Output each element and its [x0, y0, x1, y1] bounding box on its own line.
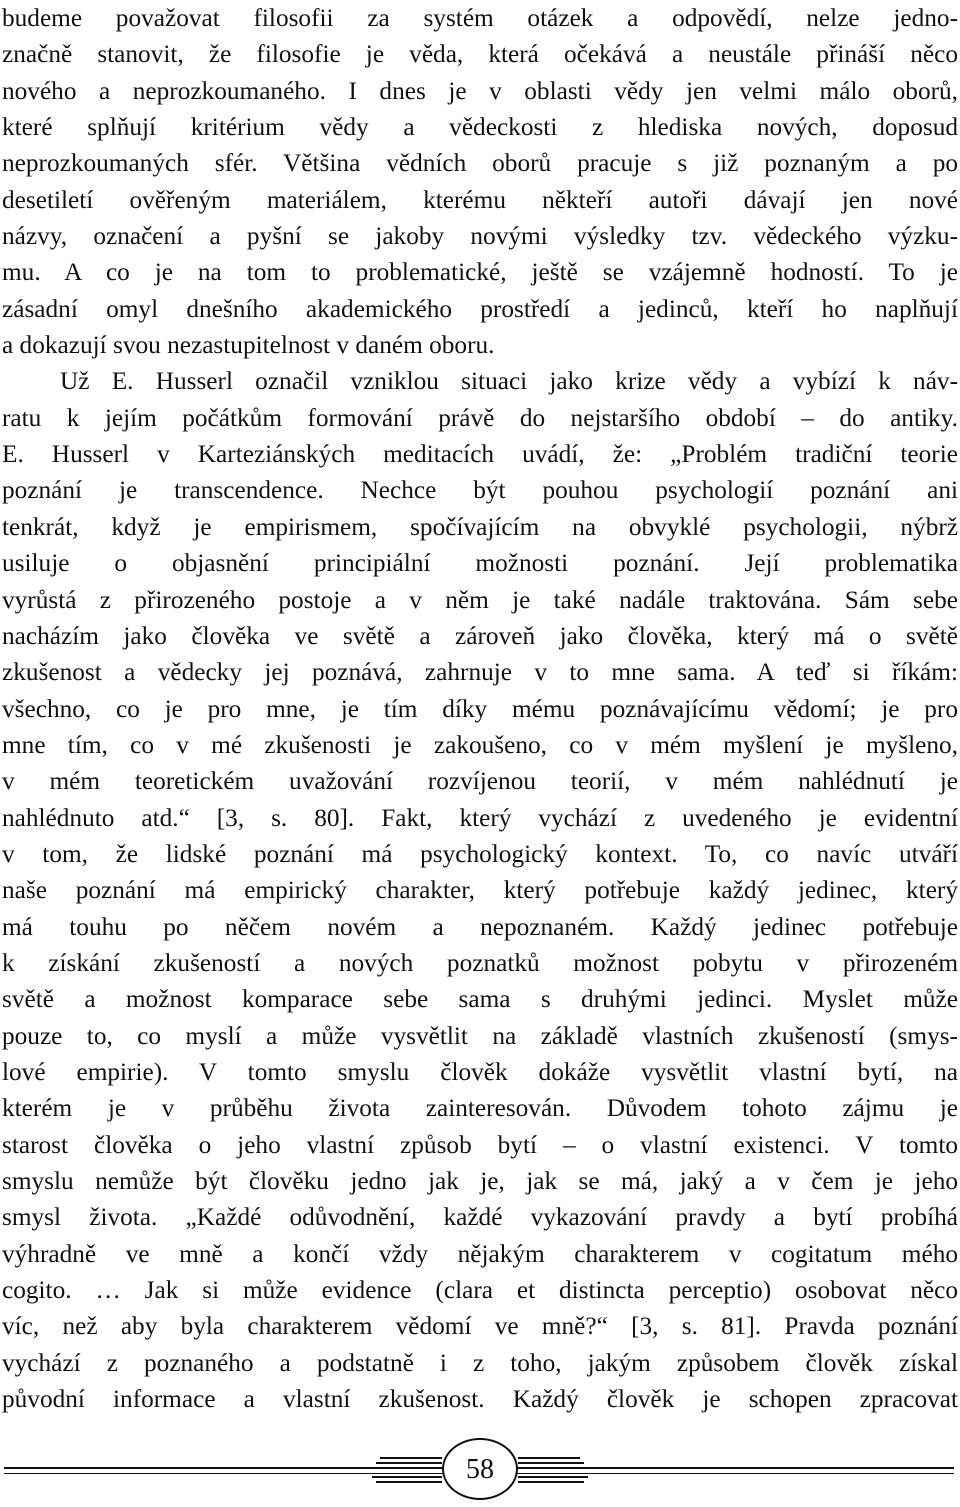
- text-line: desetiletí ověřeným materiálem, kterému někteří autoři dávají jen nové: [2, 185, 958, 214]
- page-number-badge: [442, 1438, 518, 1500]
- text-line: mne tím, co v mé zkušenosti je zakoušeno, co v mém myšlení je myšleno,: [2, 730, 958, 759]
- text-line: ratu k jejím počátkům formování právě do nejstaršího období – do antiky.: [2, 403, 958, 432]
- text-line: zásadní omyl dnešního akademického prostředí a jedinců, kteří ho naplňují: [2, 294, 958, 323]
- text-line: všechno, co je pro mne, je tím díky mému poznávajícímu vědomí; je pro: [2, 694, 958, 723]
- text-line: výhradně ve mně a končí vždy nějakým charakterem v cogitatum mého: [2, 1239, 958, 1268]
- text-line: neprozkoumaných sfér. Většina vědních oborů pracuje s již poznaným a po: [2, 149, 958, 178]
- text-line: smyslu nemůže být člověku jedno jak je, jak se má, jaký a v čem je jeho: [2, 1167, 958, 1195]
- text-line: smysl života. „Každé odůvodnění, každé vykazování pravdy a bytí probíhá: [2, 1203, 958, 1232]
- text-line: mu. A co je na tom to problematické, ještě se vzájemně hodností. To je: [2, 258, 958, 287]
- ornament-lines-left-icon: [372, 1450, 442, 1490]
- text-line: názvy, označení a pyšní se jakoby novými výsledky tzv. vědeckého výzku-: [2, 222, 958, 251]
- text-line: světě a možnost komparace sebe sama s druhými jedinci. Myslet může: [2, 985, 958, 1014]
- page-footer: [0, 1436, 960, 1502]
- text-line: vyrůstá z přirozeného postoje a v něm je také nadále traktována. Sám sebe: [2, 585, 958, 614]
- text-line: usiluje o objasnění principiální možnosti poznání. Její problematika: [2, 549, 958, 578]
- text-line: budeme považovat filosofii za systém otázek a odpovědí, nelze jedno-: [2, 4, 958, 32]
- text-line: v tom, že lidské poznání má psychologický kontext. To, co navíc utváří: [2, 839, 958, 868]
- text-line: nahlédnuto atd.“ [3, s. 80]. Fakt, který vychází z uvedeného je evidentní: [2, 803, 958, 832]
- text-line: E. Husserl v Karteziánských meditacích uvádí, že: „Problém tradiční teorie: [2, 440, 958, 469]
- paragraph-last-line: a dokazují svou nezastupitelnost v daném oboru.: [2, 331, 495, 360]
- text-line: v mém teoretickém uvažování rozvíjenou teorií, v mém nahlédnutí je: [2, 767, 958, 796]
- text-line: značně stanovit, že filosofie je věda, která očekává a neustále přináší něco: [2, 40, 958, 69]
- paragraph-first-line: Už E. Husserl označil vzniklou situaci jako krize vědy a vybízí k náv-: [60, 367, 958, 396]
- text-line: k získání zkušeností a nových poznatků možnost pobytu v přirozeném: [2, 948, 958, 977]
- text-line: nacházím jako člověka ve světě a zároveň jako člověka, který má o světě: [2, 621, 958, 650]
- text-line: lové empirie). V tomto smyslu člověk dokáže vysvětlit vlastní bytí, na: [2, 1057, 958, 1086]
- text-line: naše poznání má empirický charakter, který potřebuje každý jedinec, který: [2, 876, 958, 905]
- text-line: zkušenost a vědecky jej poznává, zahrnuje v to mne sama. A teď si říkám:: [2, 658, 958, 687]
- text-line: vychází z poznaného a podstatně i z toho, jakým způsobem člověk získal: [2, 1348, 958, 1377]
- text-line: původní informace a vlastní zkušenost. Každý člověk je schopen zpracovat: [2, 1385, 958, 1414]
- page-number: 58: [466, 1454, 494, 1485]
- text-line: poznání je transcendence. Nechce být pouhou psychologií poznání ani: [2, 476, 958, 505]
- text-line: cogito. … Jak si může evidence (clara et distincta perceptio) osobovat něco: [2, 1276, 958, 1305]
- text-line: víc, než aby byla charakterem vědomí ve mně?“ [3, s. 81]. Pravda poznání: [2, 1312, 958, 1341]
- ornament-lines-right-icon: [518, 1450, 588, 1490]
- text-line: pouze to, co myslí a může vysvětlit na základě vlastních zkušeností (smys-: [2, 1021, 958, 1050]
- text-line: kterém je v průběhu života zainteresován. Důvodem tohoto zájmu je: [2, 1094, 958, 1123]
- text-line: má touhu po něčem novém a nepoznaném. Každý jedinec potřebuje: [2, 912, 958, 941]
- text-line: starost člověka o jeho vlastní způsob bytí – o vlastní existenci. V tomto: [2, 1130, 958, 1159]
- text-line: tenkrát, když je empirismem, spočívajícím na obvyklé psychologii, nýbrž: [2, 512, 958, 541]
- text-line: které splňují kritérium vědy a vědeckosti z hlediska nových, doposud: [2, 113, 958, 142]
- text-line: nového a neprozkoumaného. I dnes je v oblasti vědy jen velmi málo oborů,: [2, 76, 958, 105]
